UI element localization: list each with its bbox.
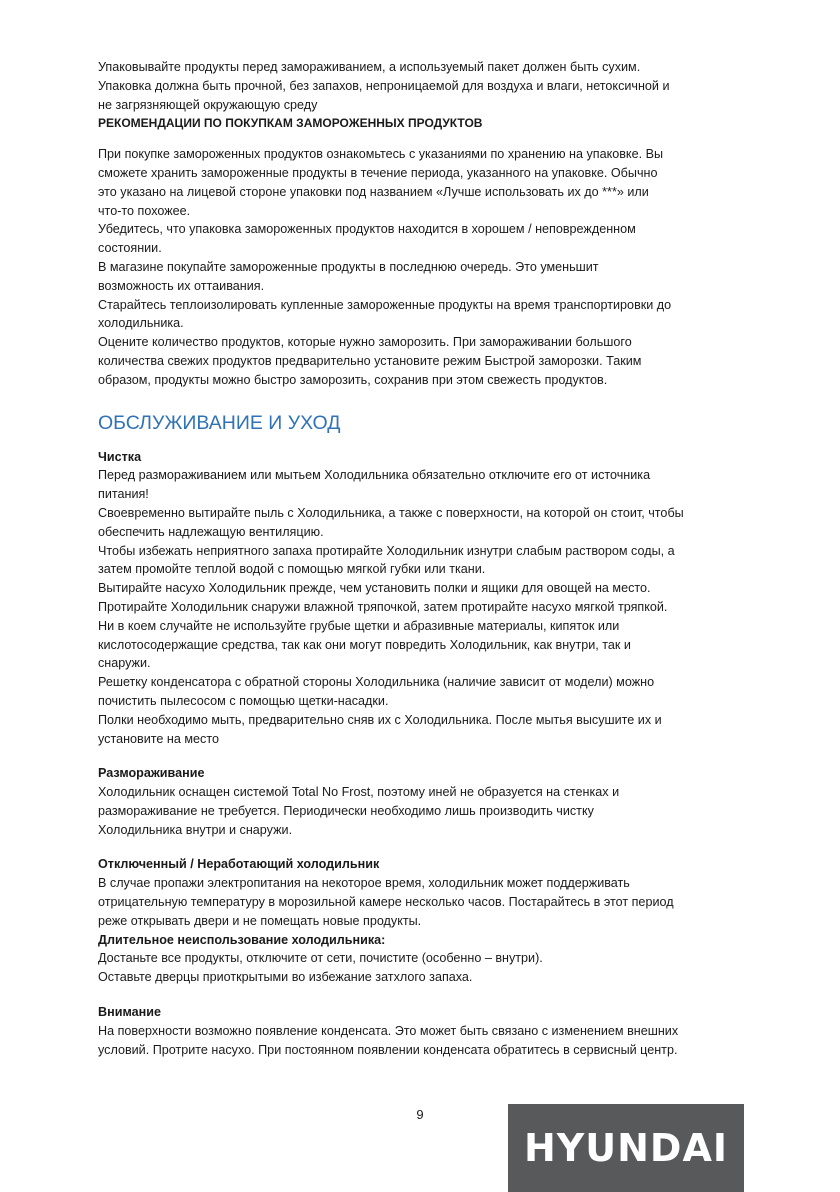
body-line: размораживание не требуется. Периодически необходимо лишь производить чистку	[98, 803, 594, 818]
body-line: затем промойте теплой водой с помощью мягкой губки или ткани.	[98, 562, 486, 577]
unused-heading: Длительное неиспользование холодильника:	[98, 932, 386, 947]
body-line: кислотосодержащие средства, так как они могут повредить Холодильник, как внутри, так и	[98, 637, 631, 652]
intro-line: Упаковывайте продукты перед замораживанием, а используемый пакет должен быть сухим.	[98, 60, 641, 74]
body-line: Протирайте Холодильник снаружи влажной тряпочкой, затем протирайте насухо мягкой тряпкой.	[98, 599, 668, 614]
body-line: Чтобы избежать неприятного запаха протирайте Холодильник изнутри слабым раствором соды, а	[98, 543, 675, 558]
defrost-heading: Размораживание	[98, 766, 205, 781]
off-heading: Отключенный / Неработающий холодильник	[98, 857, 380, 872]
body-line: что-то похожее.	[98, 203, 191, 218]
body-line: холодильника.	[98, 316, 184, 331]
body-line: состоянии.	[98, 241, 162, 256]
body-line: В магазине покупайте замороженные продукты в последнюю очередь. Это уменьшит	[98, 259, 599, 274]
body-line: Холодильника внутри и снаружи.	[98, 822, 293, 837]
page-number: 9	[416, 1107, 424, 1122]
brand-logo: HYUNDAI	[508, 1104, 744, 1192]
intro-line: Упаковка должна быть прочной, без запахов, непроницаемой для воздуха и влаги, нетоксичной и	[98, 78, 670, 93]
body-line: В случае пропажи электропитания на некоторое время, холодильник может поддерживать	[98, 876, 630, 891]
body-line: Оцените количество продуктов, которые нужно заморозить. При замораживании большого	[98, 335, 632, 350]
body-line: сможете хранить замороженные продукты в течение периода, указанного на упаковке. Обычно	[98, 165, 658, 180]
body-line: питания!	[98, 487, 149, 502]
body-line: условий. Протрите насухо. При постоянном появлении конденсата обратитесь в сервисный центр.	[98, 1042, 678, 1057]
body-line: установите на место	[98, 731, 219, 746]
body-line: возможность их оттаивания.	[98, 278, 265, 293]
attention-heading: Внимание	[98, 1005, 161, 1020]
body-line: обеспечить надлежащую вентиляцию.	[98, 524, 324, 539]
body-line: Вытирайте насухо Холодильник прежде, чем установить полки и ящики для овощей на место.	[98, 581, 651, 596]
intro-line: не загрязняющей окружающую среду	[98, 97, 318, 112]
body-line: Полки необходимо мыть, предварительно сняв их с Холодильника. После мытья высушите их и	[98, 712, 662, 727]
document-page	[98, 58, 748, 1059]
body-line: количества свежих продуктов предварительно установите режим Быстрой заморозки. Таким	[98, 353, 642, 368]
body-line: Достаньте все продукты, отключите от сети, почистите (особенно – внутри).	[98, 951, 543, 966]
buying-heading: РЕКОМЕНДАЦИИ ПО ПОКУПКАМ ЗАМОРОЖЕННЫХ ПРОДУКТОВ	[98, 116, 483, 131]
body-line: Перед размораживанием или мытьем Холодильника обязательно отключите его от источника	[98, 468, 651, 483]
body-line: На поверхности возможно появление конденсата. Это может быть связано с изменением внешних	[98, 1023, 679, 1038]
section-title: ОБСЛУЖИВАНИЕ И УХОД	[98, 411, 341, 434]
body-line: почистить пылесосом с помощью щетки-насадки.	[98, 693, 389, 708]
body-line: Своевременно вытирайте пыль с Холодильника, а также с поверхности, на которой он стоит, чтобы	[98, 505, 684, 520]
body-line: Убедитесь, что упаковка замороженных продуктов находится в хорошем / неповрежденном	[98, 222, 636, 237]
body-line: это указано на лицевой стороне упаковки под названием «Лучше использовать их до ***» или	[98, 184, 649, 199]
body-line: реже открывать двери и не помещать новые продукты.	[98, 913, 422, 928]
body-line: снаружи.	[98, 656, 151, 671]
body-line: Оставьте дверцы приоткрытыми во избежание затхлого запаха.	[98, 970, 473, 985]
body-line: образом, продукты можно быстро заморозить, сохранив при этом свежесть продуктов.	[98, 372, 608, 387]
body-line: Холодильник оснащен системой Total No Frost, поэтому иней не образуется на стенках и	[98, 785, 620, 800]
cleaning-heading: Чистка	[98, 449, 142, 464]
body-line: Решетку конденсатора с обратной стороны Холодильника (наличие зависит от модели) можно	[98, 675, 655, 690]
body-line: Ни в коем случайте не используйте грубые щетки и абразивные материалы, кипяток или	[98, 618, 620, 633]
body-line: отрицательную температуру в морозильной камере несколько часов. Постарайтесь в этот период	[98, 895, 674, 910]
body-line: При покупке замороженных продуктов ознакомьтесь с указаниями по хранению на упаковке. Вы	[98, 147, 664, 162]
buying-body	[98, 145, 748, 389]
body-line: Старайтесь теплоизолировать купленные замороженные продукты на время транспортировки до	[98, 297, 672, 312]
